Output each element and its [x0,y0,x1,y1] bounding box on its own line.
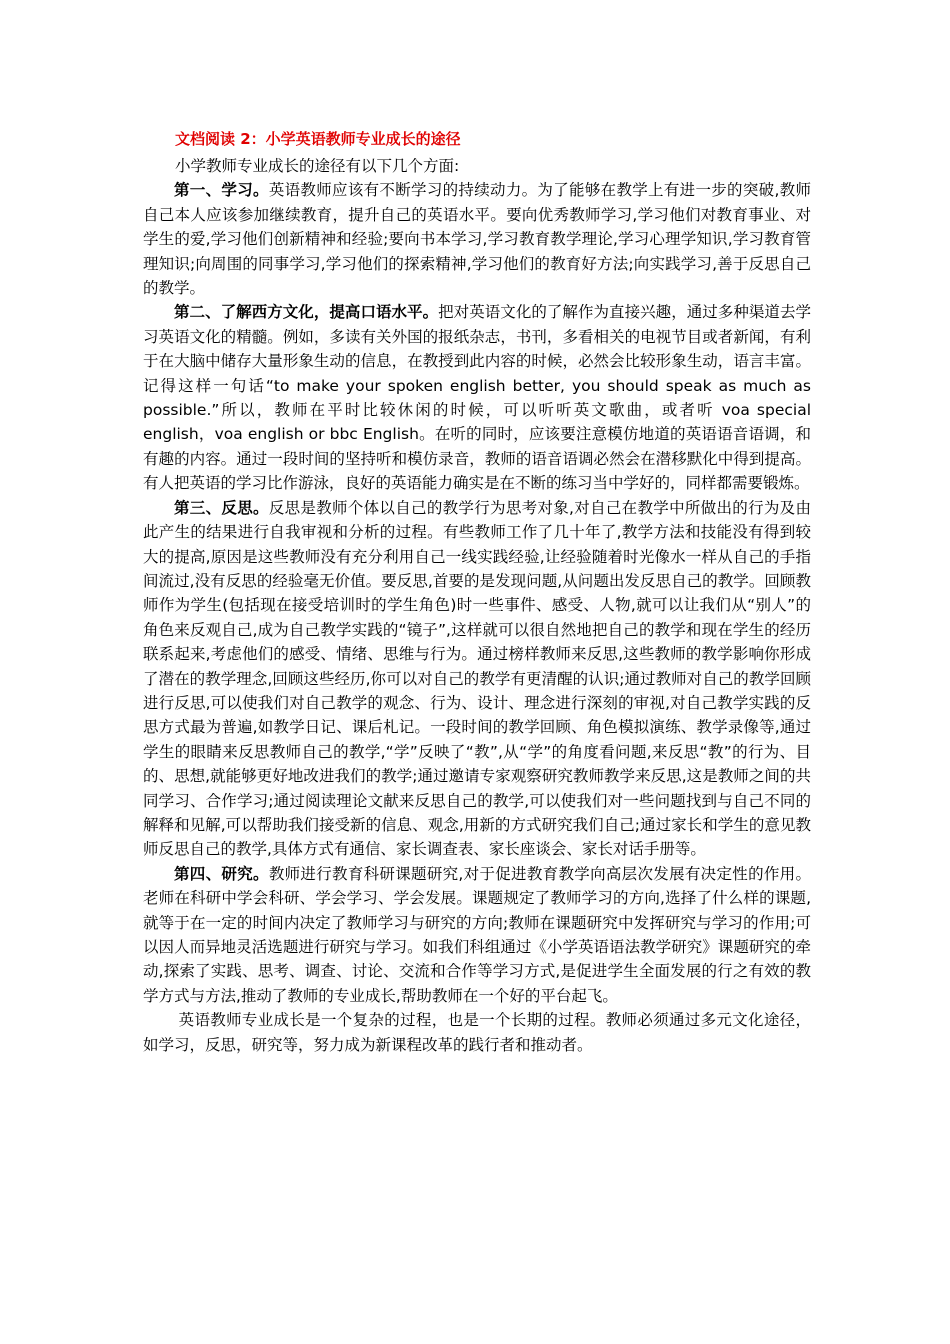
intro-paragraph: 小学教师专业成长的途径有以下几个方面: [175,157,460,175]
section-heading: 第四、研究。 [174,864,269,883]
section-western-culture [143,300,811,495]
closing-paragraph: 英语教师专业成长是一个复杂的过程，也是一个长期的过程。教师必须通过多元文化途径，如学习，反思，研究等，努力成为新课程改革的践行者和推动者。 [143,1011,811,1054]
document-title: 文档阅读 2：小学英语教师专业成长的途径 [175,130,461,148]
section-body: 把对英语文化的了解作为直接兴趣，通过多种渠道去学习英语文化的精髓。例如，多读有关外国的报纸杂志，书刊，多看相关的电视节目或者新闻，有利于在大脑中储存大量形象生动的信息，在教授到此内容的时候，必然会比较形象生动，语言丰富。记得这样一句话“to make your spoken english better, you should speak as much as possible.”所以，教师在平时比较休闲的时候，可以听听英文歌曲，或者听 voa special english，voa english or bbc English。在听的同时，应该要注意模仿地道的英语语音语调，和有趣的内容。通过一段时间的坚持听和模仿录音，教师的语音语调必然会在潜移默化中得到提高。有人把英语的学习比作游泳，良好的英语能力确实是在不断的练习当中学好的，同样都需要锻炼。 [143,303,811,493]
section-heading: 第三、反思。 [174,498,269,517]
section-body: 反思是教师个体以自己的教学行为思考对象,对自己在教学中所做出的行为及由此产生的结果进行自我审视和分析的过程。有些教师工作了几十年了,教学方法和技能没有得到较大的提高,原因是这些教师没有充分利用自己一线实践经验,让经验随着时光像水一样从自己的手指间流过,没有反思的经验毫无价值。要反思,首要的是发现问题,从问题出发反思自己的教学。回顾教师作为学生(包括现在接受培训时的学生角色)时一些事件、感受、人物,就可以让我们从“别人”的角色来反观自己,成为自己教学实践的“镜子”,这样就可以很自然地把自己的教学和现在学生的经历联系起来,考虑他们的感受、情绪、思维与行为。通过榜样教师来反思,这些教师的教学影响你形成了潜在的教学理念,回顾这些经历,你可以对自己的教学有更清醒的认识;通过教师对自己的教学回顾进行反思,可以使我们对自己教学的观念、行为、设计、理念进行深刻的审视,对自己教学实践的反思方式最为普遍,如教学日记、课后札记。一段时间的教学回顾、角色模拟演练、教学录像等,通过学生的眼睛来反思教师自己的教学,“学”反映了“教”,从“学”的角度看问题,来反思“教”的行为、目的、思想,就能够更好地改进我们的教学;通过邀请专家观察研究教师教学来反思,这是教师之间的共同学习、合作学习;通过阅读理论文献来反思自己的教学,可以使我们对一些问题找到与自己不同的解释和见解,可以帮助我们接受新的信息、观念,用新的方式研究我们自己;通过家长和学生的意见教师反思自己的教学,具体方式有通信、家长调查表、家长座谈会、家长对话手册等。 [143,498,811,859]
section-learning [143,178,811,300]
section-research [143,862,811,1008]
section-body: 英语教师应该有不断学习的持续动力。为了能够在教学上有进一步的突破,教师自己本人应该参加继续教育，提升自己的英语水平。要向优秀教师学习,学习他们对教育事业、对学生的爱,学习他们创新精神和经验;要向书本学习,学习教育教学理论,学习心理学知识,学习教育管理知识;向周围的同事学习,学习他们的探索精神,学习他们的教育好方法;向实践学习,善于反思自己的教学。 [143,181,811,298]
section-heading: 第一、学习。 [174,181,269,200]
section-body: 教师进行教育科研课题研究,对于促进教育教学向高层次发展有决定性的作用。老师在科研中学会科研、学会学习、学会发展。课题规定了教师学习的方向,选择了什么样的课题,就等于在一定的时间内决定了教师学习与研究的方向;教师在课题研究中发挥研究与学习的作用;可以因人而异地灵活选题进行研究与学习。如我们科组通过《小学英语语法教学研究》课题研究的牵动,探索了实践、思考、调查、讨论、交流和合作等学习方式,是促进学生全面发展的行之有效的教学方式与方法,推动了教师的专业成长,帮助教师在一个好的平台起飞。 [143,864,811,1005]
document-page [143,128,811,1057]
section-heading: 第二、了解西方文化，提高口语水平。 [174,303,439,322]
section-reflection [143,496,811,862]
